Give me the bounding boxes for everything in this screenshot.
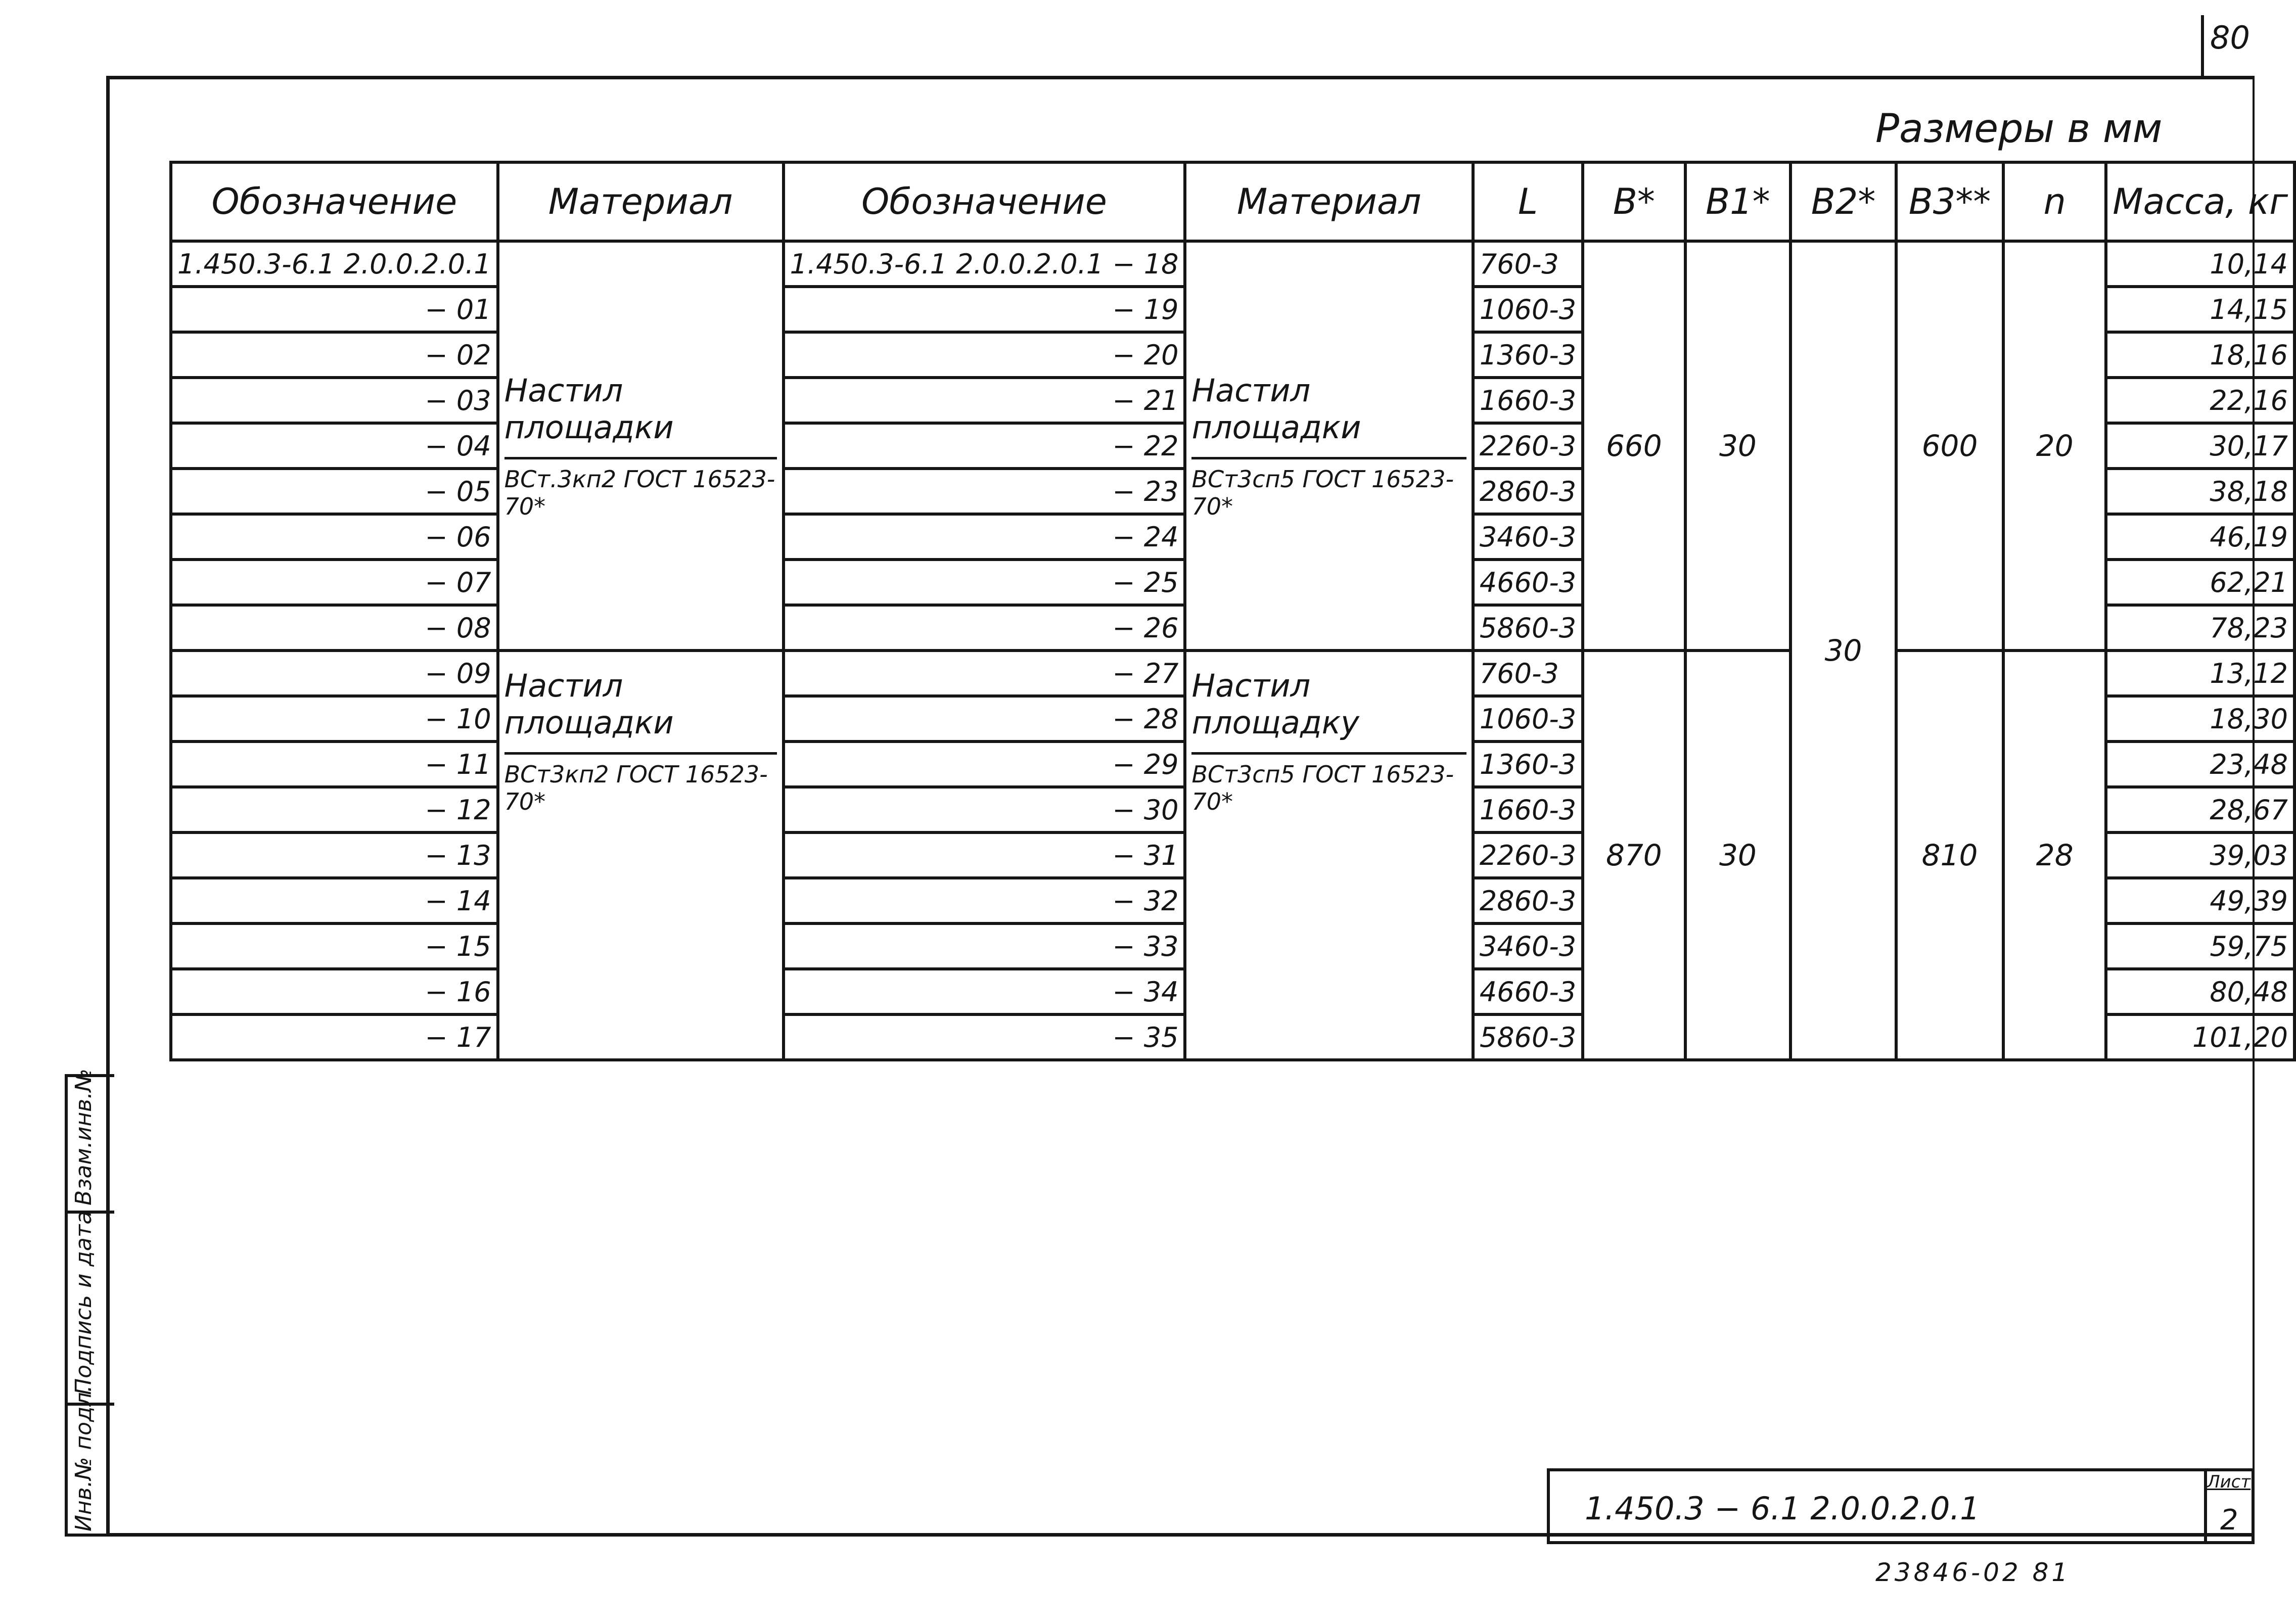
b1-cell: 30 <box>1685 651 1791 1060</box>
material-steel: ВСт3сп5 ГОСТ 16523-70* <box>1191 761 1454 815</box>
b2-cell: 30 <box>1790 241 1896 1060</box>
length-cell: 4660-3 <box>1473 969 1583 1014</box>
header-b: B* <box>1583 162 1685 241</box>
length-cell: 1060-3 <box>1473 287 1583 332</box>
b3-cell: 600 <box>1896 241 2003 651</box>
material-cell <box>498 651 784 1060</box>
designation-cell: − 01 <box>171 287 498 332</box>
designation-cell: − 25 <box>784 560 1185 605</box>
length-cell: 2860-3 <box>1473 878 1583 923</box>
material-name: Настил площадки <box>504 372 777 459</box>
header-b3: B3** <box>1896 162 2003 241</box>
header-b1: B1* <box>1685 162 1791 241</box>
sheet-label: Лист <box>2207 1472 2251 1492</box>
length-cell: 1360-3 <box>1473 741 1583 787</box>
mass-cell: 46,19 <box>2106 514 2294 560</box>
mass-cell: 49,39 <box>2106 878 2294 923</box>
mass-cell: 23,48 <box>2106 741 2294 787</box>
material-name: Настил площадки <box>504 667 777 755</box>
designation-cell: − 15 <box>171 923 498 969</box>
header-mass: Масса, кг <box>2106 162 2294 241</box>
designation-cell: − 16 <box>171 969 498 1014</box>
n-cell: 28 <box>2003 651 2106 1060</box>
page-number-divider <box>2201 15 2204 76</box>
side-label-inventory: Инв.№ подл. <box>71 1385 97 1532</box>
material-steel: ВСт3кп2 ГОСТ 16523-70* <box>504 761 768 815</box>
mass-cell: 101,20 <box>2106 1014 2294 1060</box>
designation-cell: − 34 <box>784 969 1185 1014</box>
length-cell: 1660-3 <box>1473 787 1583 832</box>
length-cell: 2260-3 <box>1473 423 1583 469</box>
designation-cell: − 04 <box>171 423 498 469</box>
designation-cell: − 14 <box>171 878 498 923</box>
designation-cell: 1.450.3-6.1 2.0.0.2.0.1 − 18 <box>784 241 1185 287</box>
mass-cell: 80,48 <box>2106 969 2294 1014</box>
designation-cell: − 06 <box>171 514 498 560</box>
designation-cell: − 05 <box>171 469 498 514</box>
designation-cell: − 02 <box>171 332 498 378</box>
mass-cell: 39,03 <box>2106 832 2294 878</box>
side-label-replacement: Взам.инв.№ <box>71 1069 97 1205</box>
mass-cell: 18,30 <box>2106 696 2294 741</box>
mass-cell: 10,14 <box>2106 241 2294 287</box>
designation-cell: − 19 <box>784 287 1185 332</box>
page-number: 80 <box>2210 19 2250 56</box>
designation-cell: − 23 <box>784 469 1185 514</box>
length-cell: 1360-3 <box>1473 332 1583 378</box>
designation-cell: − 07 <box>171 560 498 605</box>
designation-cell: − 28 <box>784 696 1185 741</box>
designation-cell: − 29 <box>784 741 1185 787</box>
designation-cell: − 03 <box>171 378 498 423</box>
length-cell: 1060-3 <box>1473 696 1583 741</box>
designation-cell: − 35 <box>784 1014 1185 1060</box>
header-material-1: Материал <box>498 162 784 241</box>
material-steel: ВСт3сп5 ГОСТ 16523-70* <box>1191 465 1454 520</box>
header-designation-2: Обозначение <box>784 162 1185 241</box>
material-cell <box>1185 241 1473 651</box>
sheet-number: 2 <box>2220 1504 2238 1537</box>
designation-cell: − 27 <box>784 651 1185 696</box>
length-cell: 3460-3 <box>1473 514 1583 560</box>
document-code: 1.450.3 − 6.1 2.0.0.2.0.1 <box>1585 1490 1980 1527</box>
designation-cell: − 08 <box>171 605 498 651</box>
designation-cell: − 30 <box>784 787 1185 832</box>
designation-cell: − 17 <box>171 1014 498 1060</box>
designation-cell: − 31 <box>784 832 1185 878</box>
designation-cell: − 22 <box>784 423 1185 469</box>
b3-cell: 810 <box>1896 651 2003 1060</box>
designation-cell: − 26 <box>784 605 1185 651</box>
header-material-2: Материал <box>1185 162 1473 241</box>
b1-cell: 30 <box>1685 241 1791 651</box>
mass-cell: 14,15 <box>2106 287 2294 332</box>
designation-cell: − 33 <box>784 923 1185 969</box>
header-n: n <box>2003 162 2106 241</box>
designation-cell: − 21 <box>784 378 1185 423</box>
mass-cell: 38,18 <box>2106 469 2294 514</box>
mass-cell: 78,23 <box>2106 605 2294 651</box>
material-name: Настил площадку <box>1191 667 1466 755</box>
length-cell: 5860-3 <box>1473 1014 1583 1060</box>
units-note: Размеры в мм <box>1875 106 2163 152</box>
length-cell: 760-3 <box>1473 241 1583 287</box>
material-steel: ВСт.3кп2 ГОСТ 16523-70* <box>504 465 775 520</box>
material-name: Настил площадки <box>1191 372 1466 459</box>
table-row <box>171 241 2294 287</box>
material-cell <box>498 241 784 651</box>
b-cell: 660 <box>1583 241 1685 651</box>
n-cell: 20 <box>2003 241 2106 651</box>
header-length: L <box>1473 162 1583 241</box>
specification-table <box>169 161 2296 1061</box>
table-row <box>171 651 2294 696</box>
length-cell: 3460-3 <box>1473 923 1583 969</box>
mass-cell: 22,16 <box>2106 378 2294 423</box>
material-cell <box>1185 651 1473 1060</box>
designation-cell: 1.450.3-6.1 2.0.0.2.0.1 <box>171 241 498 287</box>
designation-cell: − 32 <box>784 878 1185 923</box>
length-cell: 2260-3 <box>1473 832 1583 878</box>
b-cell: 870 <box>1583 651 1685 1060</box>
mass-cell: 28,67 <box>2106 787 2294 832</box>
designation-cell: − 13 <box>171 832 498 878</box>
side-label-signature: Подпись и дата <box>71 1211 97 1395</box>
header-designation-1: Обозначение <box>171 162 498 241</box>
length-cell: 2860-3 <box>1473 469 1583 514</box>
length-cell: 4660-3 <box>1473 560 1583 605</box>
archive-code: 23846-02 81 <box>1875 1558 2071 1587</box>
designation-cell: − 09 <box>171 651 498 696</box>
mass-cell: 13,12 <box>2106 651 2294 696</box>
header-b2: B2* <box>1790 162 1896 241</box>
designation-cell: − 12 <box>171 787 498 832</box>
mass-cell: 30,17 <box>2106 423 2294 469</box>
designation-cell: − 20 <box>784 332 1185 378</box>
designation-cell: − 11 <box>171 741 498 787</box>
length-cell: 760-3 <box>1473 651 1583 696</box>
mass-cell: 18,16 <box>2106 332 2294 378</box>
length-cell: 5860-3 <box>1473 605 1583 651</box>
designation-cell: − 24 <box>784 514 1185 560</box>
header-row <box>171 162 2294 241</box>
designation-cell: − 10 <box>171 696 498 741</box>
length-cell: 1660-3 <box>1473 378 1583 423</box>
mass-cell: 59,75 <box>2106 923 2294 969</box>
mass-cell: 62,21 <box>2106 560 2294 605</box>
